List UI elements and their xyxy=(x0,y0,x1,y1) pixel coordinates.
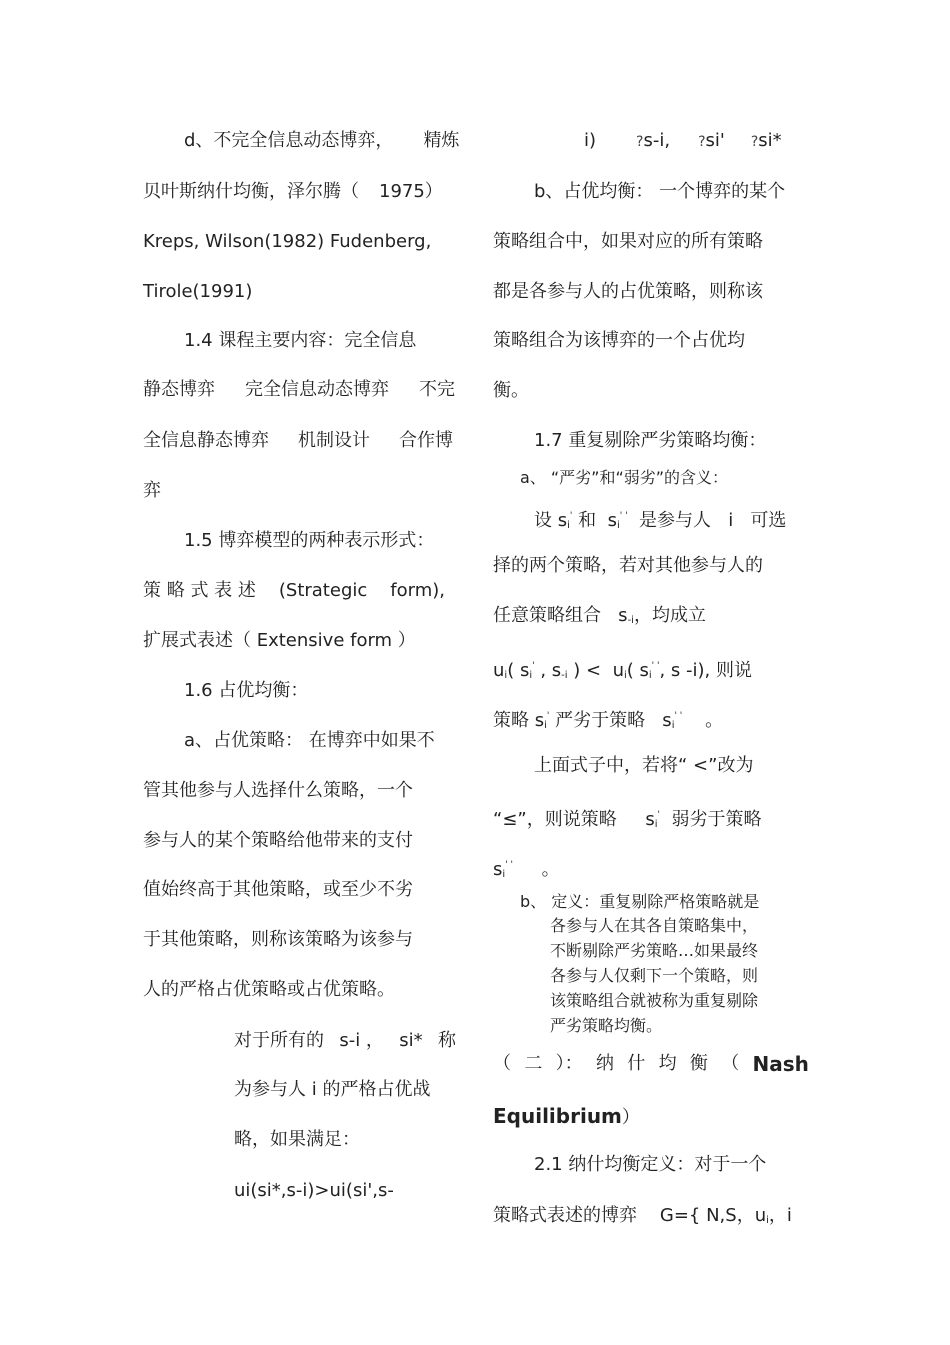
text-line: b、 定义：重复剔除严格策略就是 xyxy=(520,892,760,911)
text-span: s xyxy=(557,510,568,531)
text-span: 。 xyxy=(541,859,560,880)
superscript: ' xyxy=(657,810,660,820)
text-span: 严劣于策略 xyxy=(555,710,646,731)
superscript: ' ' xyxy=(674,711,683,721)
text-line: Tirole(1991) xyxy=(143,281,253,302)
subscript: i xyxy=(544,720,547,731)
text-span: 贝叶斯纳什均衡，泽尔腾（ xyxy=(143,181,359,202)
text-span: , s -i), 则说 xyxy=(659,660,752,681)
subscript: i xyxy=(766,1215,769,1226)
text-span: 是参与人 xyxy=(639,510,712,531)
text-line: 都是各参与人的占优策略，则称该 xyxy=(493,281,763,302)
text-line xyxy=(143,378,455,402)
question-icon: ? xyxy=(636,134,644,150)
subscript: -i xyxy=(627,615,634,626)
text-span: 对于所有的 xyxy=(234,1030,324,1051)
text-span: ，均成立 xyxy=(633,605,706,626)
text-span: 和 xyxy=(578,510,597,531)
text-line: 各参与人在其各自策略集中， xyxy=(550,916,759,935)
text-line: 参与人的某个策略给他带来的支付 xyxy=(143,830,413,851)
subscript: i xyxy=(567,520,570,531)
text-span: si* xyxy=(758,130,782,151)
question-icon: ? xyxy=(750,134,759,150)
subscript: i xyxy=(671,720,675,731)
text-line xyxy=(143,180,443,204)
text-span: , s xyxy=(540,660,562,681)
superscript: ' xyxy=(569,511,573,521)
subscript: -i xyxy=(561,670,568,681)
text-span: 任意策略组合 xyxy=(493,605,601,626)
text-line: 为参与人 i 的严格占优战 xyxy=(234,1079,431,1100)
text-line: 人的严格占优策略或占优策略。 xyxy=(143,979,395,1000)
text-span: Nash xyxy=(752,1052,809,1076)
superscript: ' ' xyxy=(505,860,513,870)
formula-line xyxy=(584,129,782,154)
text-line xyxy=(234,1029,456,1053)
text-span: s xyxy=(493,859,503,880)
text-span: “≤”，则说策略 xyxy=(493,809,617,830)
text-span: 设 xyxy=(534,510,552,531)
text-span: 什 xyxy=(627,1053,646,1074)
subscript: i xyxy=(654,819,658,830)
text-span: ) < xyxy=(573,660,602,681)
text-span: u xyxy=(612,660,624,681)
text-span: s-i ， xyxy=(339,1030,384,1051)
text-span: 完全信息动态博弈 xyxy=(245,379,389,400)
text-span: 精炼 xyxy=(423,130,460,151)
text-span: G={ N,S，u xyxy=(659,1205,767,1226)
text-line: 扩展式表述（ Extensive form ） xyxy=(143,630,416,651)
text-line: 该策略组合就被称为重复剔除 xyxy=(550,991,759,1010)
text-line: 策略组合为该博弈的一个占优均 xyxy=(493,330,745,351)
text-line: 衡。 xyxy=(493,380,529,401)
text-span: （ xyxy=(721,1053,740,1074)
text-span: 1975） xyxy=(379,181,443,202)
text-span: s xyxy=(534,710,545,731)
text-line: 上面式子中，若将“ <”改为 xyxy=(534,755,754,776)
formula-line xyxy=(534,504,786,538)
text-line: 值始终高于其他策略，或至少不劣 xyxy=(143,879,413,900)
text-line: a、 “严劣”和“弱劣”的含义： xyxy=(520,468,729,487)
text-span: s xyxy=(645,809,655,830)
text-line xyxy=(184,129,459,153)
section-heading: 1.4 课程主要内容：完全信息 xyxy=(184,330,417,351)
text-span: 二 xyxy=(524,1053,543,1074)
text-span: ( s xyxy=(626,660,649,681)
question-icon: ? xyxy=(698,134,706,150)
section-heading: 1.7 重复剔除严劣策略均衡： xyxy=(534,430,767,451)
text-line: 略，如果满足： xyxy=(234,1129,360,1150)
superscript: ' ' xyxy=(651,661,660,671)
text-span: 纳 xyxy=(595,1053,614,1074)
text-span: si' xyxy=(705,130,725,151)
text-line: a、占优策略： 在博弈中如果不 xyxy=(184,730,435,751)
text-span: 全信息静态博弈 xyxy=(143,430,269,451)
text-span: s xyxy=(618,605,628,626)
text-line: b、占优均衡： 一个博弈的某个 xyxy=(534,181,786,202)
text-span: 弱劣于策略 xyxy=(671,809,762,830)
formula-line xyxy=(493,654,752,688)
section-heading: 1.6 占优均衡： xyxy=(184,680,309,701)
formula-line xyxy=(493,853,560,887)
text-line: 弈 xyxy=(143,480,161,501)
text-span: s xyxy=(662,710,672,731)
text-span: 均 xyxy=(658,1053,677,1074)
text-span: s xyxy=(607,510,617,531)
text-span: 机制设计 xyxy=(298,430,370,451)
text-line: 择的两个策略，若对其他参与人的 xyxy=(493,555,763,576)
text-span: 策略式表述的博弈 xyxy=(493,1205,637,1226)
text-line xyxy=(143,429,453,453)
text-span: 。 xyxy=(705,710,724,731)
section-heading xyxy=(493,1052,809,1076)
superscript: ' xyxy=(546,711,550,721)
text-span: d、不完全信息动态博弈， xyxy=(184,130,394,151)
text-span: form), xyxy=(390,580,445,601)
text-span: u xyxy=(493,660,505,681)
text-span: Equilibrium xyxy=(493,1104,622,1128)
text-line: Kreps, Wilson(1982) Fudenberg, xyxy=(143,231,432,252)
subscript: i xyxy=(502,869,506,880)
subscript: i xyxy=(648,670,652,681)
formula-line xyxy=(493,1204,792,1233)
text-span: 静态博弈 xyxy=(143,379,215,400)
section-heading: 2.1 纳什均衡定义：对于一个 xyxy=(534,1154,767,1175)
text-span: （ xyxy=(493,1053,511,1074)
superscript: ' xyxy=(532,661,535,671)
text-line xyxy=(143,579,445,603)
text-line: 不断剔除严劣策略…如果最终 xyxy=(550,941,759,960)
text-line: 管其他参与人选择什么策略，一个 xyxy=(143,780,413,801)
text-span: 策 略 式 表 述 xyxy=(143,580,256,601)
text-span: 合作博 xyxy=(399,430,453,451)
text-span: ( s xyxy=(507,660,530,681)
text-span: si* xyxy=(399,1030,423,1051)
subscript: i xyxy=(616,520,620,531)
text-span: 策略 xyxy=(493,710,529,731)
subscript: i xyxy=(623,670,627,681)
text-span: i xyxy=(728,510,734,531)
text-span: ） xyxy=(621,1107,640,1128)
text-span: 不完 xyxy=(419,379,455,400)
text-line: 于其他策略，则称该策略为该参与 xyxy=(143,929,413,950)
subscript: i xyxy=(504,670,508,681)
section-heading: 1.5 博弈模型的两种表示形式： xyxy=(184,530,435,551)
text-span: ）： xyxy=(555,1053,583,1074)
text-span: 称 xyxy=(437,1030,456,1051)
subscript: i xyxy=(529,670,533,681)
text-span: (Strategic xyxy=(278,580,368,601)
text-line: 策略组合中，如果对应的所有策略 xyxy=(493,231,763,252)
text-line: 严劣策略均衡。 xyxy=(550,1016,663,1035)
section-heading xyxy=(493,1104,640,1130)
text-span: 可选 xyxy=(750,510,787,531)
superscript: ' ' xyxy=(619,511,628,521)
text-span: ，i xyxy=(768,1205,792,1226)
text-line: 各参与人仅剩下一个策略，则 xyxy=(550,966,759,985)
formula-line xyxy=(493,604,706,633)
formula-line xyxy=(493,803,761,837)
text-span: s-i, xyxy=(643,130,671,151)
formula-line: ui(si*,s-i)>ui(si',s- xyxy=(234,1180,394,1201)
text-span: i) xyxy=(584,130,597,151)
formula-line xyxy=(493,704,723,738)
text-span: 衡 xyxy=(689,1053,708,1074)
